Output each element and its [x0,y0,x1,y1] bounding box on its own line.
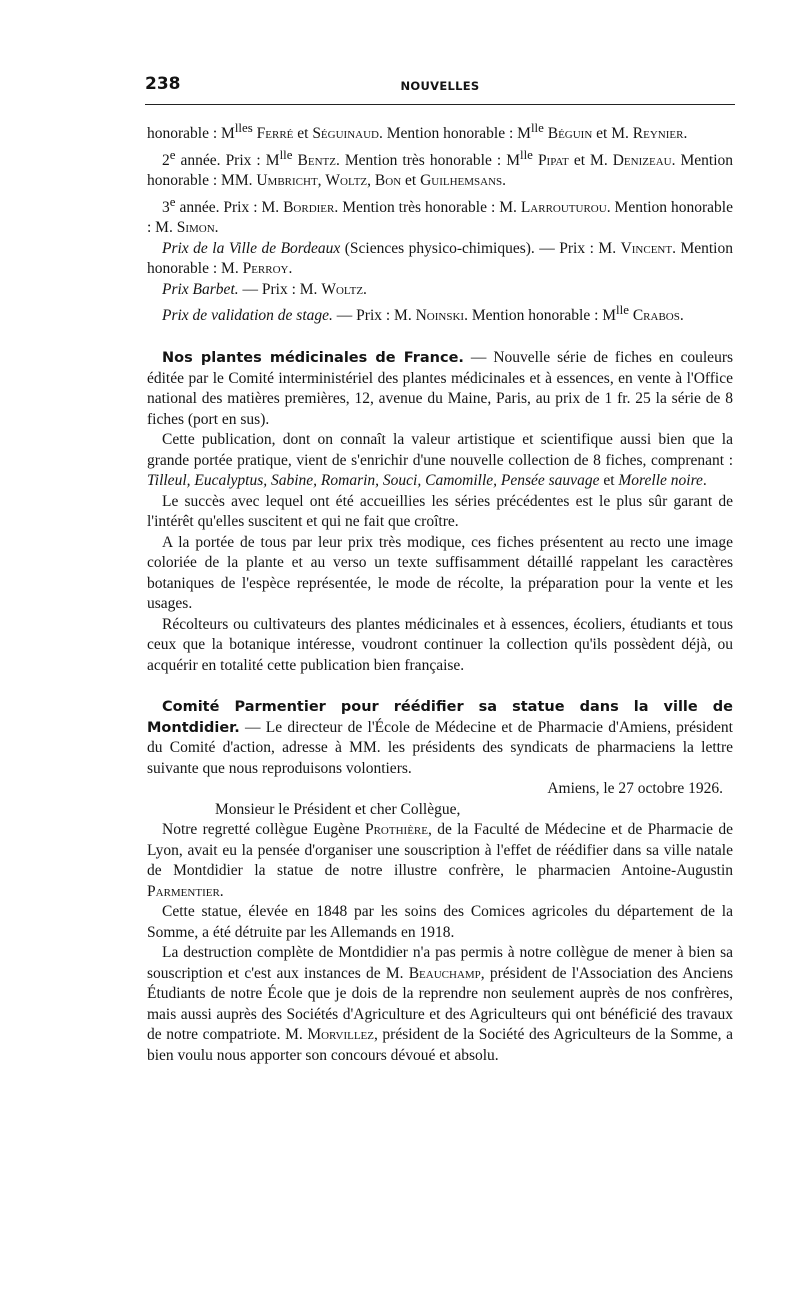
awards-paragraph-5: Prix Barbet. — Prix : M. Woltz. [162,280,367,298]
person-name: Reynier [632,125,684,143]
letter-paragraph-1: Notre regretté collègue Eugène Prothière, de la Faculté de Médecine et de Pharmacie de Lyon, avait eu la pensée d'organiser une souscription à l'effet de réédifier dans sa ville natale de Montdidier la statue de notre illustre confrère, le pharmacien Antoine-Augustin Parmentier. [147,821,733,900]
person-name: Prothière [364,821,428,839]
person-name: Perroy [242,260,289,278]
awards-paragraph-6: Prix de validation de stage. — Prix : M. Noinski. Mention honorable : $M^{lle}$ Crabos. [162,302,684,325]
person-name: Vincent [620,239,673,257]
person-name: Morvillez [307,1026,374,1044]
person-name: Crabos [632,307,680,325]
person-name: Simon [176,219,215,237]
section-gap [147,676,733,697]
section-heading-parmentier: Comité Parmentier pour réédifier sa statue dans la ville de Montdidier. [147,699,733,736]
letter-paragraph-3: La destruction complète de Montdidier n'a pas permis à notre collègue de mener à bien sa souscription et c'est aux instances de M. Beauchamp, président de l'Association des Anciens Étudiants de notre École que je dois de la reprendre non seulement auprès de nos confrères, mais aussi auprès des Sociétés d'Agriculture et des Agriculteurs qui ont bénéficié des travaux de notre compatriote. M. Morvillez, président de la Société des Agriculteurs de la Somme, a bien voulu nous apporter son concours dévoué et absolu. [147,944,733,1064]
person-name: Parmentier [147,882,220,900]
page-number: 238 [145,74,181,94]
person-name: Bentz [297,151,336,169]
section-heading-plantes: Nos plantes médicinales de France. [162,350,464,367]
page-header [145,70,735,100]
person-name: Guilhemsans [420,172,503,190]
person-name: Pipat [537,151,569,169]
person-name: Béguin [547,125,593,143]
plantes-intro-paragraph: Nos plantes médicinales de France. — Nouvelle série de fiches en couleurs éditée par le Comité interministériel des plantes médicinales et à essences, en vente à l'Office national des matières premières, 12, avenue du Maine, Paris, au prix de 1 fr. 25 la série de 8 fiches (port en sus). [147,349,734,428]
person-name: Noinski [415,307,465,325]
awards-paragraph-3: 3e année. Prix : M. Bordier. Mention très honorable : M. Larrouturou. Mention honorable : M. Simon. [147,193,733,237]
prize-title: Prix de la Ville de Bordeaux [162,239,341,257]
person-name: Larrouturou [520,198,607,216]
letter-date: Amiens, le 27 octobre 1926. [547,780,723,798]
section-gap [147,327,733,348]
plant-name: Morelle noire [618,472,703,490]
plantes-paragraph-2: Cette publication, dont on connaît la valeur artistique et scientifique aussi bien que la grande portée pratique, vient de s'enrichir d'une nouvelle collection de 8 fiches, comprenant : Tilleul, Eucalyptus, Sabine, Romarin, Souci, Camomille, Pensée sauvage et Morelle noire. [147,431,733,490]
person-name: Ferré [256,125,294,143]
person-name: Séguinaud [312,125,379,143]
running-head: NOUVELLES [400,79,480,93]
prize-title: Prix de validation de stage. [162,307,333,325]
awards-paragraph-4: Prix de la Ville de Bordeaux (Sciences physico-chimiques). — Prix : M. Vincent. Mention honorable : M. Perroy. [147,239,733,278]
letter-salutation: Monsieur le Président et cher Collègue, [215,800,461,818]
person-name: Beauchamp [408,964,481,982]
parmentier-intro-paragraph: Comité Parmentier pour réédifier sa statue dans la ville de Montdidier. — Le directeur de l'École de Médecine et de Pharmacie d'Amiens, président du Comité d'action, adresse à MM. les présidents des syndicats de pharmaciens la lettre suivante que nous reproduisons volontiers. [147,699,733,777]
plantes-paragraph-5: Récolteurs ou cultivateurs des plantes médicinales et à essences, écoliers, étudiants et tous ceux que la botanique intéresse, voudront continuer la collection qu'ils possèdent déjà, ou acquérir en totalité cette publication bien française. [147,615,733,674]
awards-paragraph-2: 2e année. Prix : $M^{lle}$ Bentz. Mention très honorable : $M^{lle}$ Pipat et M. Denizeau. Mention honorable : MM. Umbricht, Woltz, Bon et Guilhemsans. [147,146,734,190]
plant-list: Tilleul, Eucalyptus, Sabine, Romarin, Souci, Camomille, Pensée sauvage [147,472,600,490]
person-name: Denizeau [612,151,672,169]
plantes-paragraph-4: A la portée de tous par leur prix très modique, ces fiches présentent au recto une image coloriée de la plante et au verso un texte suffisamment détaillé rappelant les caractères botaniques de l'espèce représentée, le mode de récolte, la préparation pour la vente et les usages. [147,533,733,613]
plantes-paragraph-3: Le succès avec lequel ont été accueillies les séries précédentes est le plus sûr garant de l'intérêt qu'elles suscitent et qui ne fait que croître. [147,492,733,531]
person-name: Umbricht [256,172,318,190]
person-name: Woltz [325,172,368,190]
person-name: Bordier [283,198,335,216]
awards-paragraph-1: honorable : $M^{lles}$ Ferré et Séguinaud. Mention honorable : $M^{lle}$ Béguin et M. Reynier. [147,120,688,143]
header-rule [145,104,735,105]
page-body [147,118,733,1066]
letter-paragraph-2: Cette statue, élevée en 1848 par les soins des Comices agricoles du département de la Somme, a été détruite par les Allemands en 1918. [147,903,733,941]
person-name: Woltz [321,280,364,298]
person-name: Bon [374,172,402,190]
prize-title: Prix Barbet. [162,280,239,298]
